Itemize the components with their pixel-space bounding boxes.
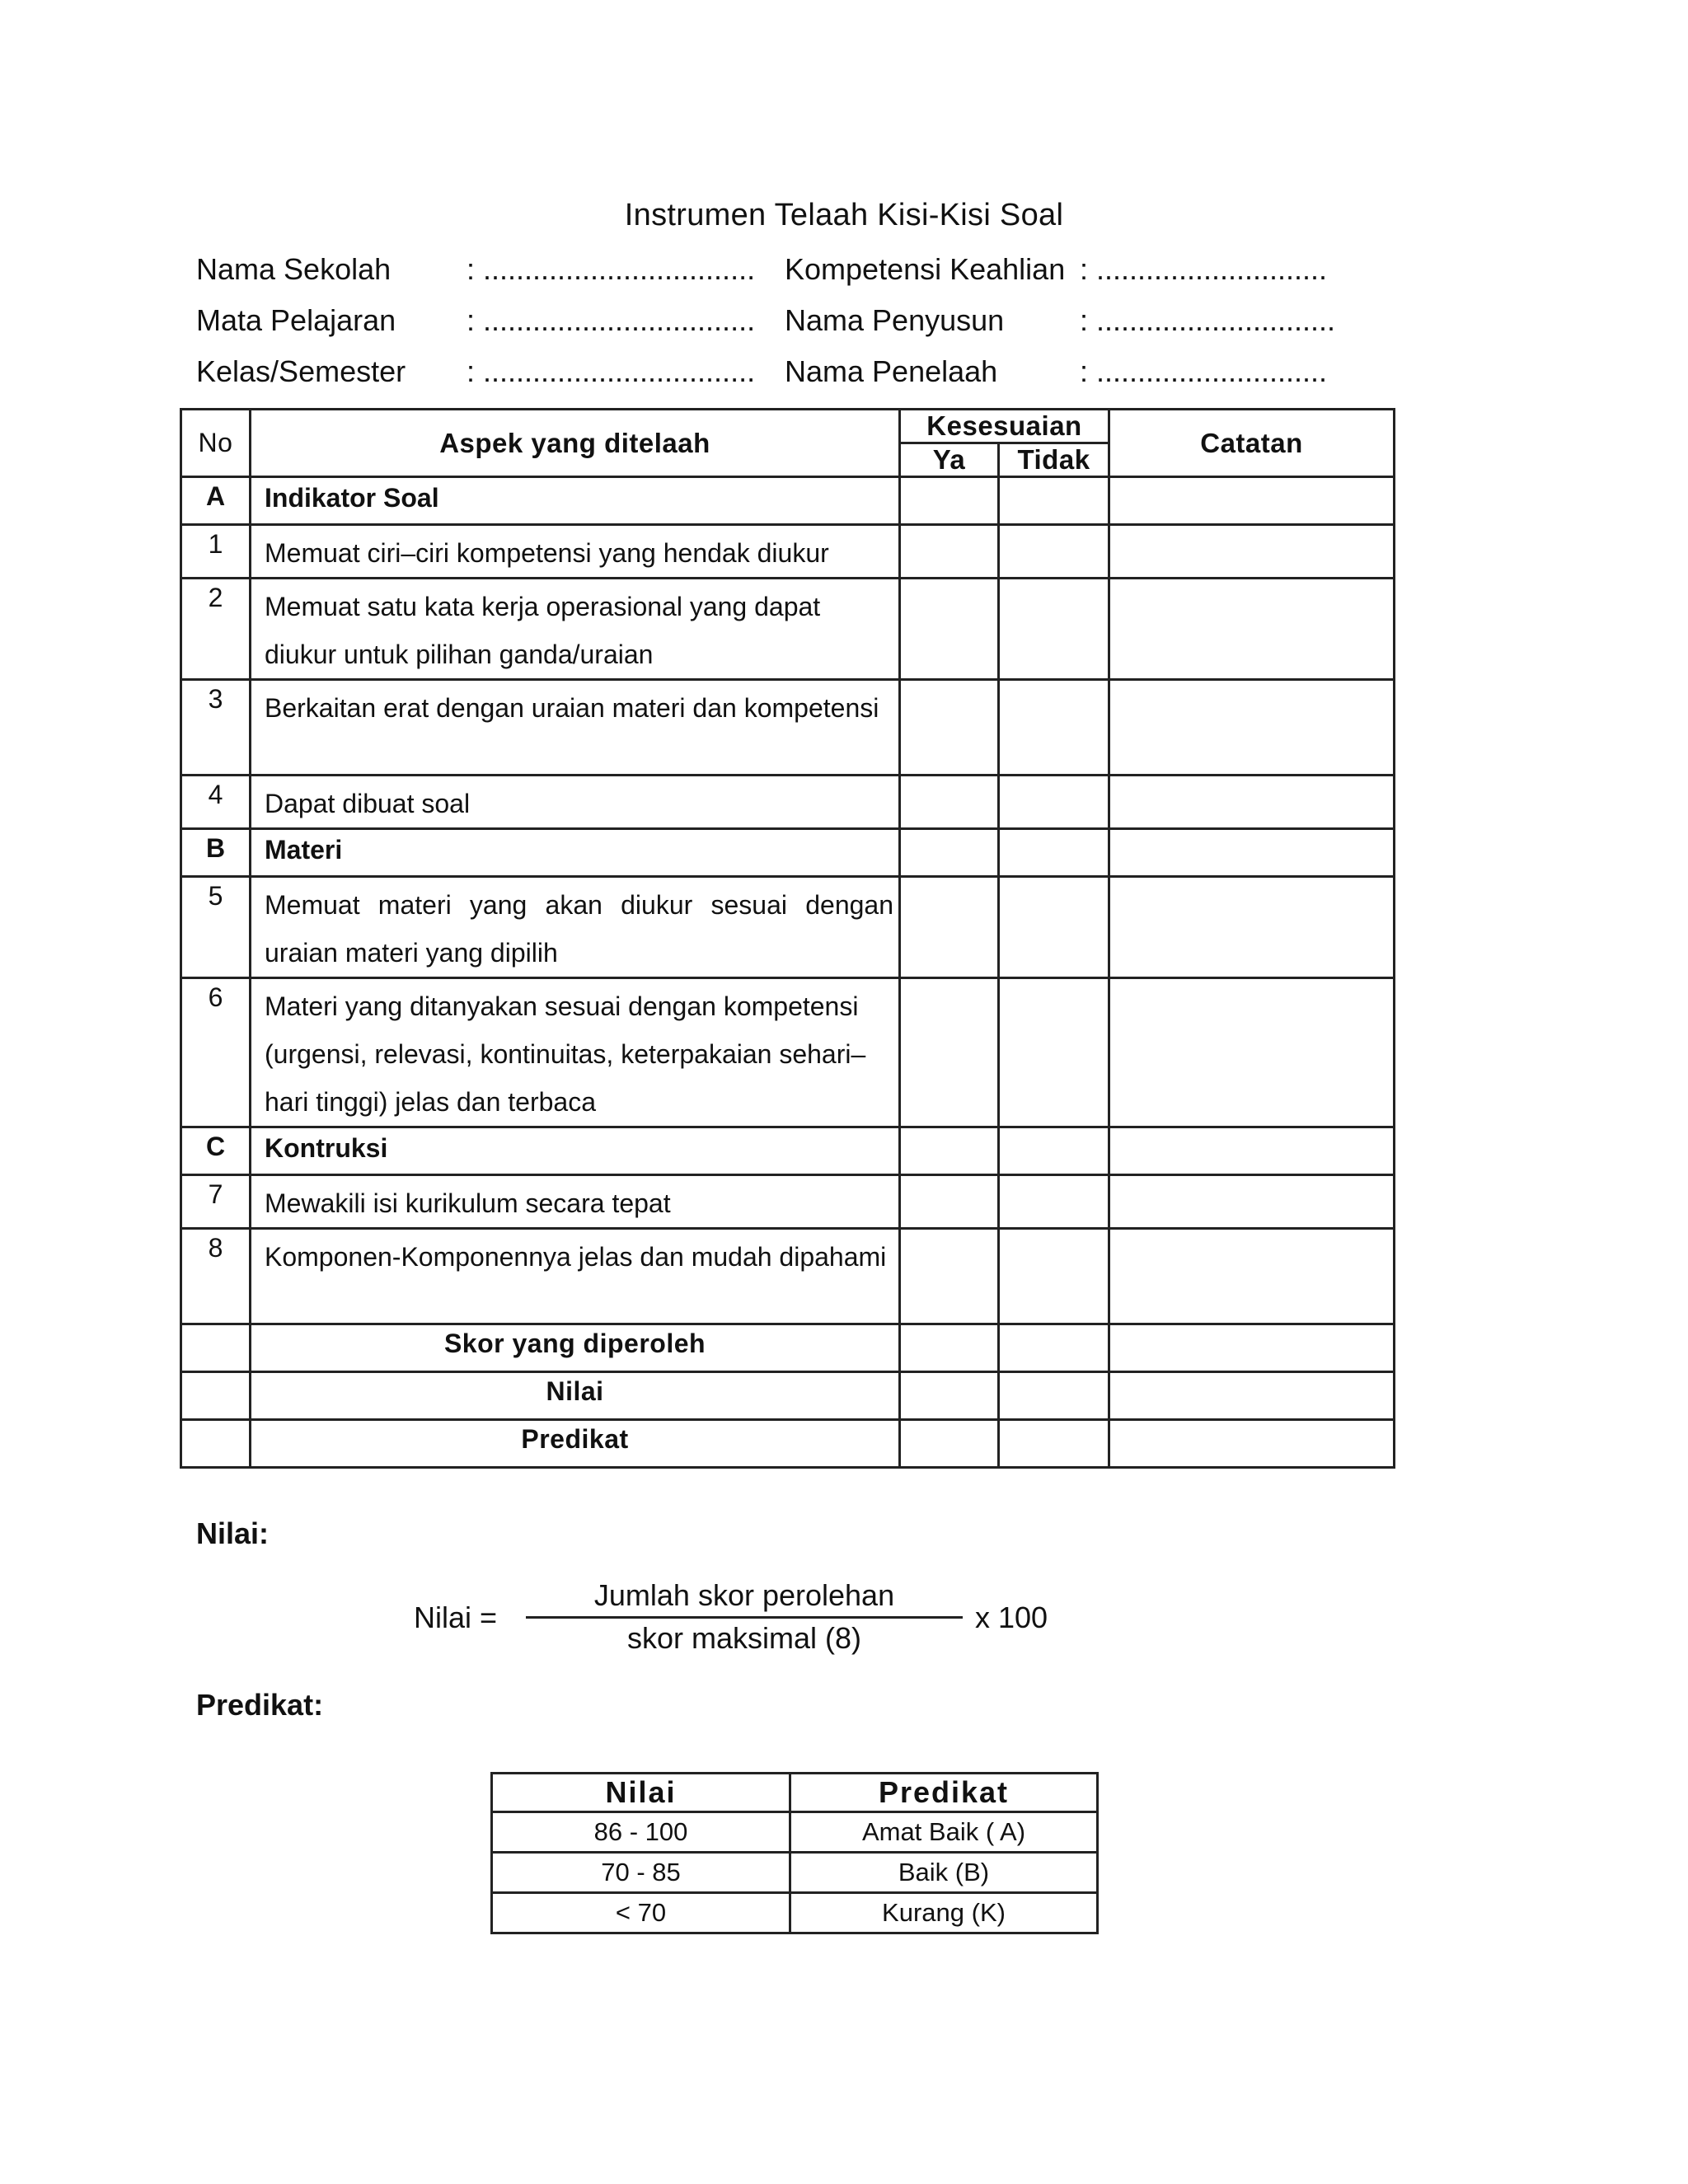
tidak-cell[interactable]: [999, 1420, 1109, 1468]
ya-cell[interactable]: [900, 829, 999, 877]
predikat-table: [490, 1772, 1099, 1934]
aspect-text: Memuat satu kata kerja operasional yang dapat diukur untuk pilihan ganda/uraian: [251, 579, 900, 680]
table-row: [492, 1812, 1098, 1853]
aspect-text: Materi yang ditanyakan sesuai dengan kompetensi (urgensi, relevasi, kontinuitas, keterpakaian sehari–hari tinggi) jelas dan terbaca: [251, 978, 900, 1127]
section-row: [181, 477, 1395, 525]
tidak-cell[interactable]: [999, 579, 1109, 680]
tidak-cell[interactable]: [999, 1175, 1109, 1229]
catatan-cell[interactable]: [1109, 1420, 1395, 1468]
ya-cell[interactable]: [900, 1324, 999, 1372]
ya-cell[interactable]: [900, 1372, 999, 1420]
formula-denominator: skor maksimal (8): [626, 1621, 862, 1655]
page-title: Instrumen Telaah Kisi-Kisi Soal: [624, 198, 1064, 232]
ya-cell[interactable]: [900, 477, 999, 525]
catatan-cell[interactable]: [1109, 1229, 1395, 1324]
formula-multiplier: x 100: [975, 1601, 1048, 1634]
field-mata-pelajaran: : .................................: [467, 303, 756, 337]
label-kompetensi-keahlian: Kompetensi Keahlian: [785, 252, 1066, 286]
empty-cell: [181, 1420, 251, 1468]
aspect-text: Berkaitan erat dengan uraian materi dan kompetensi: [251, 680, 900, 776]
row-number: B: [181, 829, 251, 877]
col-header-catatan: Catatan: [1109, 410, 1395, 477]
nilai-heading: Nilai:: [196, 1516, 270, 1550]
col-header-tidak: Tidak: [999, 443, 1109, 477]
row-number: 4: [181, 776, 251, 829]
grade-cell: Baik (B): [790, 1853, 1098, 1893]
empty-cell: [181, 1324, 251, 1372]
section-row: [181, 829, 1395, 877]
fraction-line: [526, 1616, 963, 1619]
label-nama-penyusun: Nama Penyusun: [785, 303, 1005, 337]
field-nama-penyusun: : .............................: [1080, 303, 1336, 337]
catatan-cell[interactable]: [1109, 1324, 1395, 1372]
aspect-text: Memuat ciri–ciri kompetensi yang hendak diukur: [251, 525, 900, 579]
table-row: [181, 579, 1395, 680]
row-number: 3: [181, 680, 251, 776]
aspect-text: Komponen-Komponennya jelas dan mudah dipahami: [251, 1229, 900, 1324]
table-row: [181, 877, 1395, 978]
tidak-cell[interactable]: [999, 680, 1109, 776]
catatan-cell[interactable]: [1109, 1127, 1395, 1175]
summary-label: Predikat: [251, 1420, 900, 1468]
row-number: 2: [181, 579, 251, 680]
aspect-text: Memuat materi yang akan diukur sesuai dengan uraian materi yang dipilih: [251, 877, 900, 978]
ya-cell[interactable]: [900, 978, 999, 1127]
catatan-cell[interactable]: [1109, 1175, 1395, 1229]
col-header-aspek: Aspek yang ditelaah: [251, 410, 900, 477]
catatan-cell[interactable]: [1109, 776, 1395, 829]
table-row: [492, 1853, 1098, 1893]
predikat-heading: Predikat:: [196, 1688, 324, 1722]
summary-label: Skor yang diperoleh: [251, 1324, 900, 1372]
range-cell: 70 - 85: [492, 1853, 790, 1893]
grade-cell: Kurang (K): [790, 1893, 1098, 1933]
col-header-ya: Ya: [900, 443, 999, 477]
range-cell: < 70: [492, 1893, 790, 1933]
field-kompetensi-keahlian: : ............................: [1080, 252, 1328, 286]
ya-cell[interactable]: [900, 776, 999, 829]
section-title: Indikator Soal: [251, 477, 900, 525]
tidak-cell[interactable]: [999, 829, 1109, 877]
table-row: [492, 1893, 1098, 1933]
catatan-cell[interactable]: [1109, 877, 1395, 978]
catatan-cell[interactable]: [1109, 1372, 1395, 1420]
catatan-cell[interactable]: [1109, 680, 1395, 776]
catatan-cell[interactable]: [1109, 477, 1395, 525]
empty-cell: [181, 1372, 251, 1420]
catatan-cell[interactable]: [1109, 579, 1395, 680]
ya-cell[interactable]: [900, 1229, 999, 1324]
field-kelas-semester: : .................................: [467, 354, 756, 388]
grade-cell: Amat Baik ( A): [790, 1812, 1098, 1853]
ya-cell[interactable]: [900, 525, 999, 579]
section-title: Kontruksi: [251, 1127, 900, 1175]
field-nama-penelaah: : ............................: [1080, 354, 1328, 388]
row-number: 8: [181, 1229, 251, 1324]
catatan-cell[interactable]: [1109, 525, 1395, 579]
summary-row-nilai: [181, 1372, 1395, 1420]
col-header-predikat: Predikat: [790, 1774, 1098, 1812]
table-row: [181, 680, 1395, 776]
col-header-kesesuaian: Kesesuaian: [900, 410, 1109, 443]
summary-label: Nilai: [251, 1372, 900, 1420]
ya-cell[interactable]: [900, 1420, 999, 1468]
tidak-cell[interactable]: [999, 477, 1109, 525]
tidak-cell[interactable]: [999, 525, 1109, 579]
tidak-cell[interactable]: [999, 877, 1109, 978]
label-mata-pelajaran: Mata Pelajaran: [196, 303, 396, 337]
table-row: [181, 525, 1395, 579]
col-header-no: No: [181, 410, 251, 477]
tidak-cell[interactable]: [999, 776, 1109, 829]
row-number: C: [181, 1127, 251, 1175]
tidak-cell[interactable]: [999, 978, 1109, 1127]
row-number: 1: [181, 525, 251, 579]
section-row: [181, 1127, 1395, 1175]
summary-row-skor: [181, 1324, 1395, 1372]
tidak-cell[interactable]: [999, 1127, 1109, 1175]
formula-numerator: Jumlah skor perolehan: [593, 1578, 895, 1612]
section-title: Materi: [251, 829, 900, 877]
table-row: [181, 776, 1395, 829]
ya-cell[interactable]: [900, 1127, 999, 1175]
tidak-cell[interactable]: [999, 1229, 1109, 1324]
catatan-cell[interactable]: [1109, 829, 1395, 877]
aspect-text: Mewakili isi kurikulum secara tepat: [251, 1175, 900, 1229]
tidak-cell[interactable]: [999, 1372, 1109, 1420]
row-number: A: [181, 477, 251, 525]
table-row: [181, 1229, 1395, 1324]
col-header-nilai: Nilai: [492, 1774, 790, 1812]
table-row: [181, 1175, 1395, 1229]
table-row: [181, 978, 1395, 1127]
ya-cell[interactable]: [900, 1175, 999, 1229]
label-kelas-semester: Kelas/Semester: [196, 354, 406, 388]
review-table: [180, 408, 1395, 1469]
formula-lhs: Nilai =: [414, 1601, 498, 1634]
summary-row-predikat: [181, 1420, 1395, 1468]
ya-cell[interactable]: [900, 680, 999, 776]
label-nama-sekolah: Nama Sekolah: [196, 252, 392, 286]
label-nama-penelaah: Nama Penelaah: [785, 354, 998, 388]
aspect-text: Dapat dibuat soal: [251, 776, 900, 829]
row-number: 5: [181, 877, 251, 978]
range-cell: 86 - 100: [492, 1812, 790, 1853]
catatan-cell[interactable]: [1109, 978, 1395, 1127]
tidak-cell[interactable]: [999, 1324, 1109, 1372]
ya-cell[interactable]: [900, 877, 999, 978]
row-number: 6: [181, 978, 251, 1127]
ya-cell[interactable]: [900, 579, 999, 680]
row-number: 7: [181, 1175, 251, 1229]
field-nama-sekolah: : .................................: [467, 252, 756, 286]
